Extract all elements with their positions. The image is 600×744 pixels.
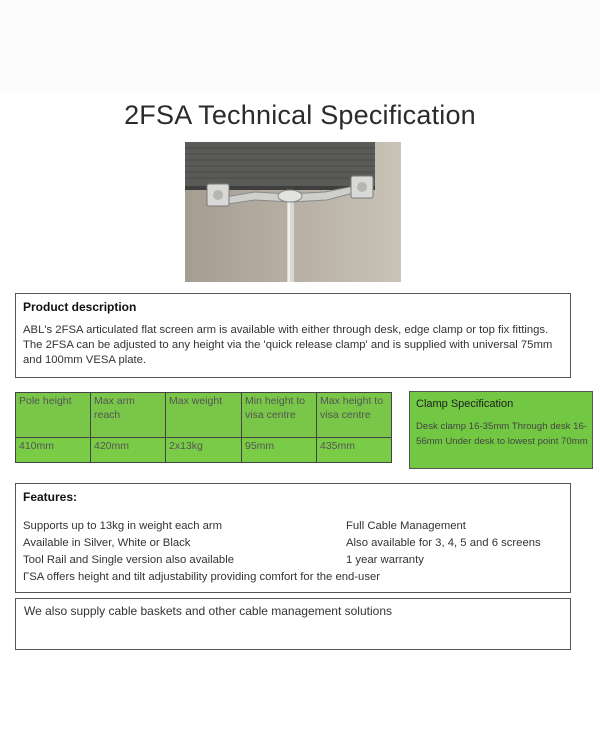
feature-item: ΓSA offers height and tilt adjustability providing comfort for the end-user	[23, 571, 381, 583]
spec-value: 410mm	[16, 438, 91, 463]
clamp-spec-text: Desk clamp 16-35mm Through desk 16-56mm Under desk to lowest point 70mm	[416, 421, 588, 447]
monitor-arm-photo	[185, 142, 401, 282]
spec-header-row	[16, 393, 392, 438]
page-title: 2FSA Technical Specification	[124, 100, 476, 130]
features-heading: Features:	[23, 490, 78, 504]
cable-solutions-box	[15, 598, 571, 650]
spec-value: 435mm	[317, 438, 392, 463]
spec-header: Min height to visa centre	[242, 393, 317, 438]
spec-header: Max weight	[166, 393, 242, 438]
spec-value: 2x13kg	[166, 438, 242, 463]
product-description-heading: Product description	[23, 300, 137, 314]
spec-value: 420mm	[91, 438, 166, 463]
features-box	[15, 483, 571, 593]
top-band	[0, 0, 600, 92]
feature-item: Tool Rail and Single version also available	[23, 554, 234, 566]
feature-item: Also available for 3, 4, 5 and 6 screens	[346, 537, 541, 549]
feature-item: 1 year warranty	[346, 554, 424, 566]
feature-item: Available in Silver, White or Black	[23, 537, 191, 549]
spec-header: Pole height	[16, 393, 91, 438]
spec-header: Max height to visa centre	[317, 393, 392, 438]
spec-table	[15, 392, 392, 463]
clamp-spec-title: Clamp Specification	[416, 398, 514, 410]
spec-header: Max arm reach	[91, 393, 166, 438]
product-description-box	[15, 293, 571, 378]
spec-value: 95mm	[242, 438, 317, 463]
product-description-text: ABL's 2FSA articulated flat screen arm is available with either through desk, edge clamp or top fix fittings. The 2FSA can be adjusted to any height via the 'quick release clamp' and is supplied with universal 75mm and 100mm VESA plate.	[23, 324, 553, 366]
feature-item: Full Cable Management	[346, 520, 466, 532]
cable-solutions-text: We also supply cable baskets and other cable management solutions	[24, 604, 392, 618]
spec-value-row	[16, 438, 392, 463]
clamp-spec-box	[409, 391, 593, 469]
feature-item: Supports up to 13kg in weight each arm	[23, 520, 223, 532]
